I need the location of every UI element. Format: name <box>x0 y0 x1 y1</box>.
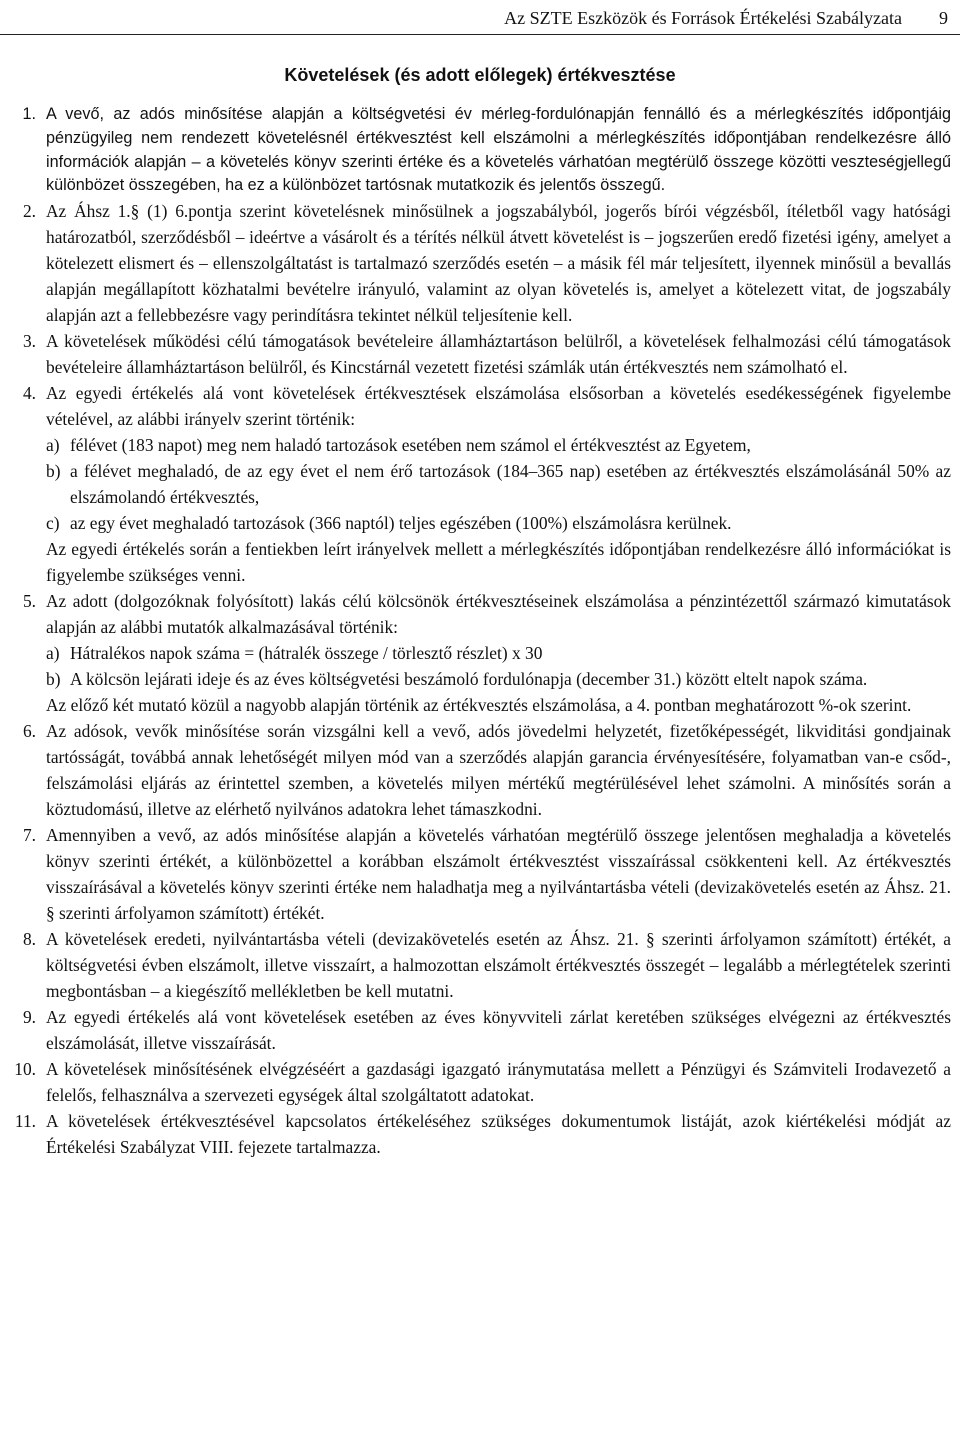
item-number: 8. <box>22 929 36 950</box>
item-number: 6. <box>22 721 36 742</box>
header-rule <box>0 34 960 35</box>
list-item-10 <box>0 1056 960 1108</box>
item-text: A vevő, az adós minősítése alapján a költségvetési év mérleg-fordulónapján fennálló és a mérlegkészítés időpontjáig pénzügyileg nem rendezett követelésnél értékvesztést kell elszámolni a mérlegkészítés időpontjában rendelkezésre álló információk alapján – a követelés könyv szerinti értéke és a követelés várhatóan megtérülő összege közötti veszteségjellegű különbözet összegében, ha ez a különbözet tartósnak mutatkozik és jelentős összegű. <box>46 105 951 195</box>
item-text: Az Áhsz 1.§ (1) 6.pontja szerint követelésnek minősülnek a jogszabályból, jogerős bírói végzésből, ítéletből vagy hatósági határozatból, szerződésből – ideértve a vásárolt és a térítés nélkül átvett követelést is – jogszerűen eredő fizetési igény, amelyet a kötelezett elismert és – ellenszolgáltatást is tartalmazó szerződés esetén – a másik fél már teljesített, ilyennek minősül a bevallás alapján megállapított közhatalmi bevételre irányuló, valamint az olyan követelés is, amelyet a kötelezett vitat, de jogszabály alapján azt a fellebbezésre vagy perindításra tekintet nélkül teljesítenie kell. <box>46 201 951 326</box>
sub-item-text: félévet (183 napot) meg nem haladó tartozások esetében nem számol el értékvesztést az Egyetem, <box>70 435 751 456</box>
item-number: 5. <box>22 591 36 612</box>
item-followup-text: Az egyedi értékelés során a fentiekben leírt irányelvek mellett a mérlegkészítés időpontjában rendelkezésre álló információkat is figyelembe szükséges venni. <box>46 539 951 586</box>
list-item-11 <box>0 1108 960 1160</box>
sub-item-text: Hátralékos napok száma = (hátralék összege / törlesztő részlet) x 30 <box>70 643 543 664</box>
sub-item-letter: b) <box>46 461 61 482</box>
item-number: 11. <box>14 1111 36 1132</box>
sub-item-text: az egy évet meghaladó tartozások (366 naptól) teljes egészében (100%) elszámolásra kerülnek. <box>70 513 732 534</box>
sub-item-text: a félévet meghaladó, de az egy évet el nem érő tartozások (184–365 nap) esetében az értékvesztés elszámolásánál 50% az elszámolandó értékvesztés, <box>70 461 951 508</box>
sub-item-letter: c) <box>46 513 60 534</box>
list-item-2 <box>0 198 960 328</box>
list-item-3 <box>0 328 960 380</box>
section-title: Követelések (és adott előlegek) értékvesztése <box>284 65 676 85</box>
list-item-8 <box>0 926 960 1004</box>
sub-item-b <box>46 458 951 510</box>
item-number: 4. <box>22 383 36 404</box>
item-followup-text: Az előző két mutató közül a nagyobb alapján történik az értékvesztés elszámolása, a 4. pontban meghatározott %-ok szerint. <box>46 695 912 716</box>
list-item-7 <box>0 822 960 926</box>
sub-item-a <box>46 640 951 666</box>
list-item-4 <box>0 380 960 588</box>
item-text: Az adott (dolgozóknak folyósított) lakás célú kölcsönök értékvesztéseinek elszámolása a pénzintézettől származó kimutatások alapján az alábbi mutatók alkalmazásával történik: <box>46 591 951 638</box>
sub-item-letter: a) <box>46 643 60 664</box>
list-item-9 <box>0 1004 960 1056</box>
item-text: Az egyedi értékelés alá vont követelések értékvesztések elszámolása elsősorban a követelés esedékességének figyelembe vételével, az alábbi irányelv szerint történik: <box>46 383 951 430</box>
page-number: 9 <box>939 8 948 28</box>
list-item-6 <box>0 718 960 822</box>
list-item-5 <box>0 588 960 718</box>
list-item-1 <box>0 103 960 198</box>
sub-item-a <box>46 432 951 458</box>
item-text: A követelések értékvesztésével kapcsolatos értékeléséhez szükséges dokumentumok listáját, azok kiértékelési módját az Értékelési Szabályzat VIII. fejezete tartalmazza. <box>46 1111 951 1158</box>
item-number: 1. <box>22 105 36 123</box>
numbered-list <box>0 103 960 1160</box>
sub-item-text: A kölcsön lejárati ideje és az éves költségvetési beszámoló fordulónapja (december 31.) között eltelt napok száma. <box>70 669 868 690</box>
sub-item-c <box>46 510 951 536</box>
item-number: 3. <box>22 331 36 352</box>
item-text: Az adósok, vevők minősítése során vizsgálni kell a vevő, adós jövedelmi helyzetét, fizetőképességét, likviditási gondjainak tartósságát, továbbá annak lehetőségét milyen mód van a szerződés alapján garancia érvényesítésére, folyamatban van-e csőd-, felszámolási eljárás az érintettel szemben, a követelés milyen mértékű megtérülésével lehet számolni. A minősítés során a köztudomású, illetve az elérhető nyilvános adatokra lehet támaszkodni. <box>46 721 951 820</box>
item-number: 10. <box>14 1059 36 1080</box>
header-title: Az SZTE Eszközök és Források Értékelési Szabályzata <box>504 8 902 28</box>
page-header <box>0 4 960 34</box>
sub-item-letter: b) <box>46 669 61 690</box>
item-text: Az egyedi értékelés alá vont követelések esetében az éves könyvviteli zárlat keretében szükséges elvégezni az értékvesztés elszámolását, illetve visszaírását. <box>46 1007 951 1054</box>
item-number: 7. <box>22 825 36 846</box>
item-text: Amennyiben a vevő, az adós minősítése alapján a követelés várhatóan megtérülő összege jelentősen meghaladja a követelés könyv szerinti értékét, a különbözettel a korábban elszámolt értékvesztést visszaírással csökkenteni kell. Az értékvesztés visszaírásával a követelés könyv szerinti értéke nem haladhatja meg a nyilvántartásba vételi (devizakövetelés esetén az Áhsz. 21. § szerinti árfolyamon számított) értékét. <box>46 825 951 924</box>
item-text: A követelések eredeti, nyilvántartásba vételi (devizakövetelés esetén az Áhsz. 21. § szerinti árfolyamon számított) értékét, a költségvetési évben elszámolt, illetve visszaírt, a halmozottan elszámolt értékvesztés összegét – legalább a mérlegtételek szerinti megbontásban – a kiegészítő mellékletben be kell mutatni. <box>46 929 951 1002</box>
item-number: 2. <box>22 201 36 222</box>
item-text: A követelések működési célú támogatások bevételeire államháztartáson belülről, a követelések felhalmozási célú támogatások bevételeire államháztartáson belülről, és Kincstárnál vezetett fizetési számlák után értékvesztés nem számolható el. <box>46 331 951 378</box>
item-number: 9. <box>22 1007 36 1028</box>
sub-item-letter: a) <box>46 435 60 456</box>
item-text: A követelések minősítésének elvégzéséért a gazdasági igazgató iránymutatása mellett a Pénzügyi és Számviteli Irodavezető a felelős, felhasználva a szervezeti egységek által szolgáltatott adatokat. <box>46 1059 951 1106</box>
sub-item-b <box>46 666 951 692</box>
